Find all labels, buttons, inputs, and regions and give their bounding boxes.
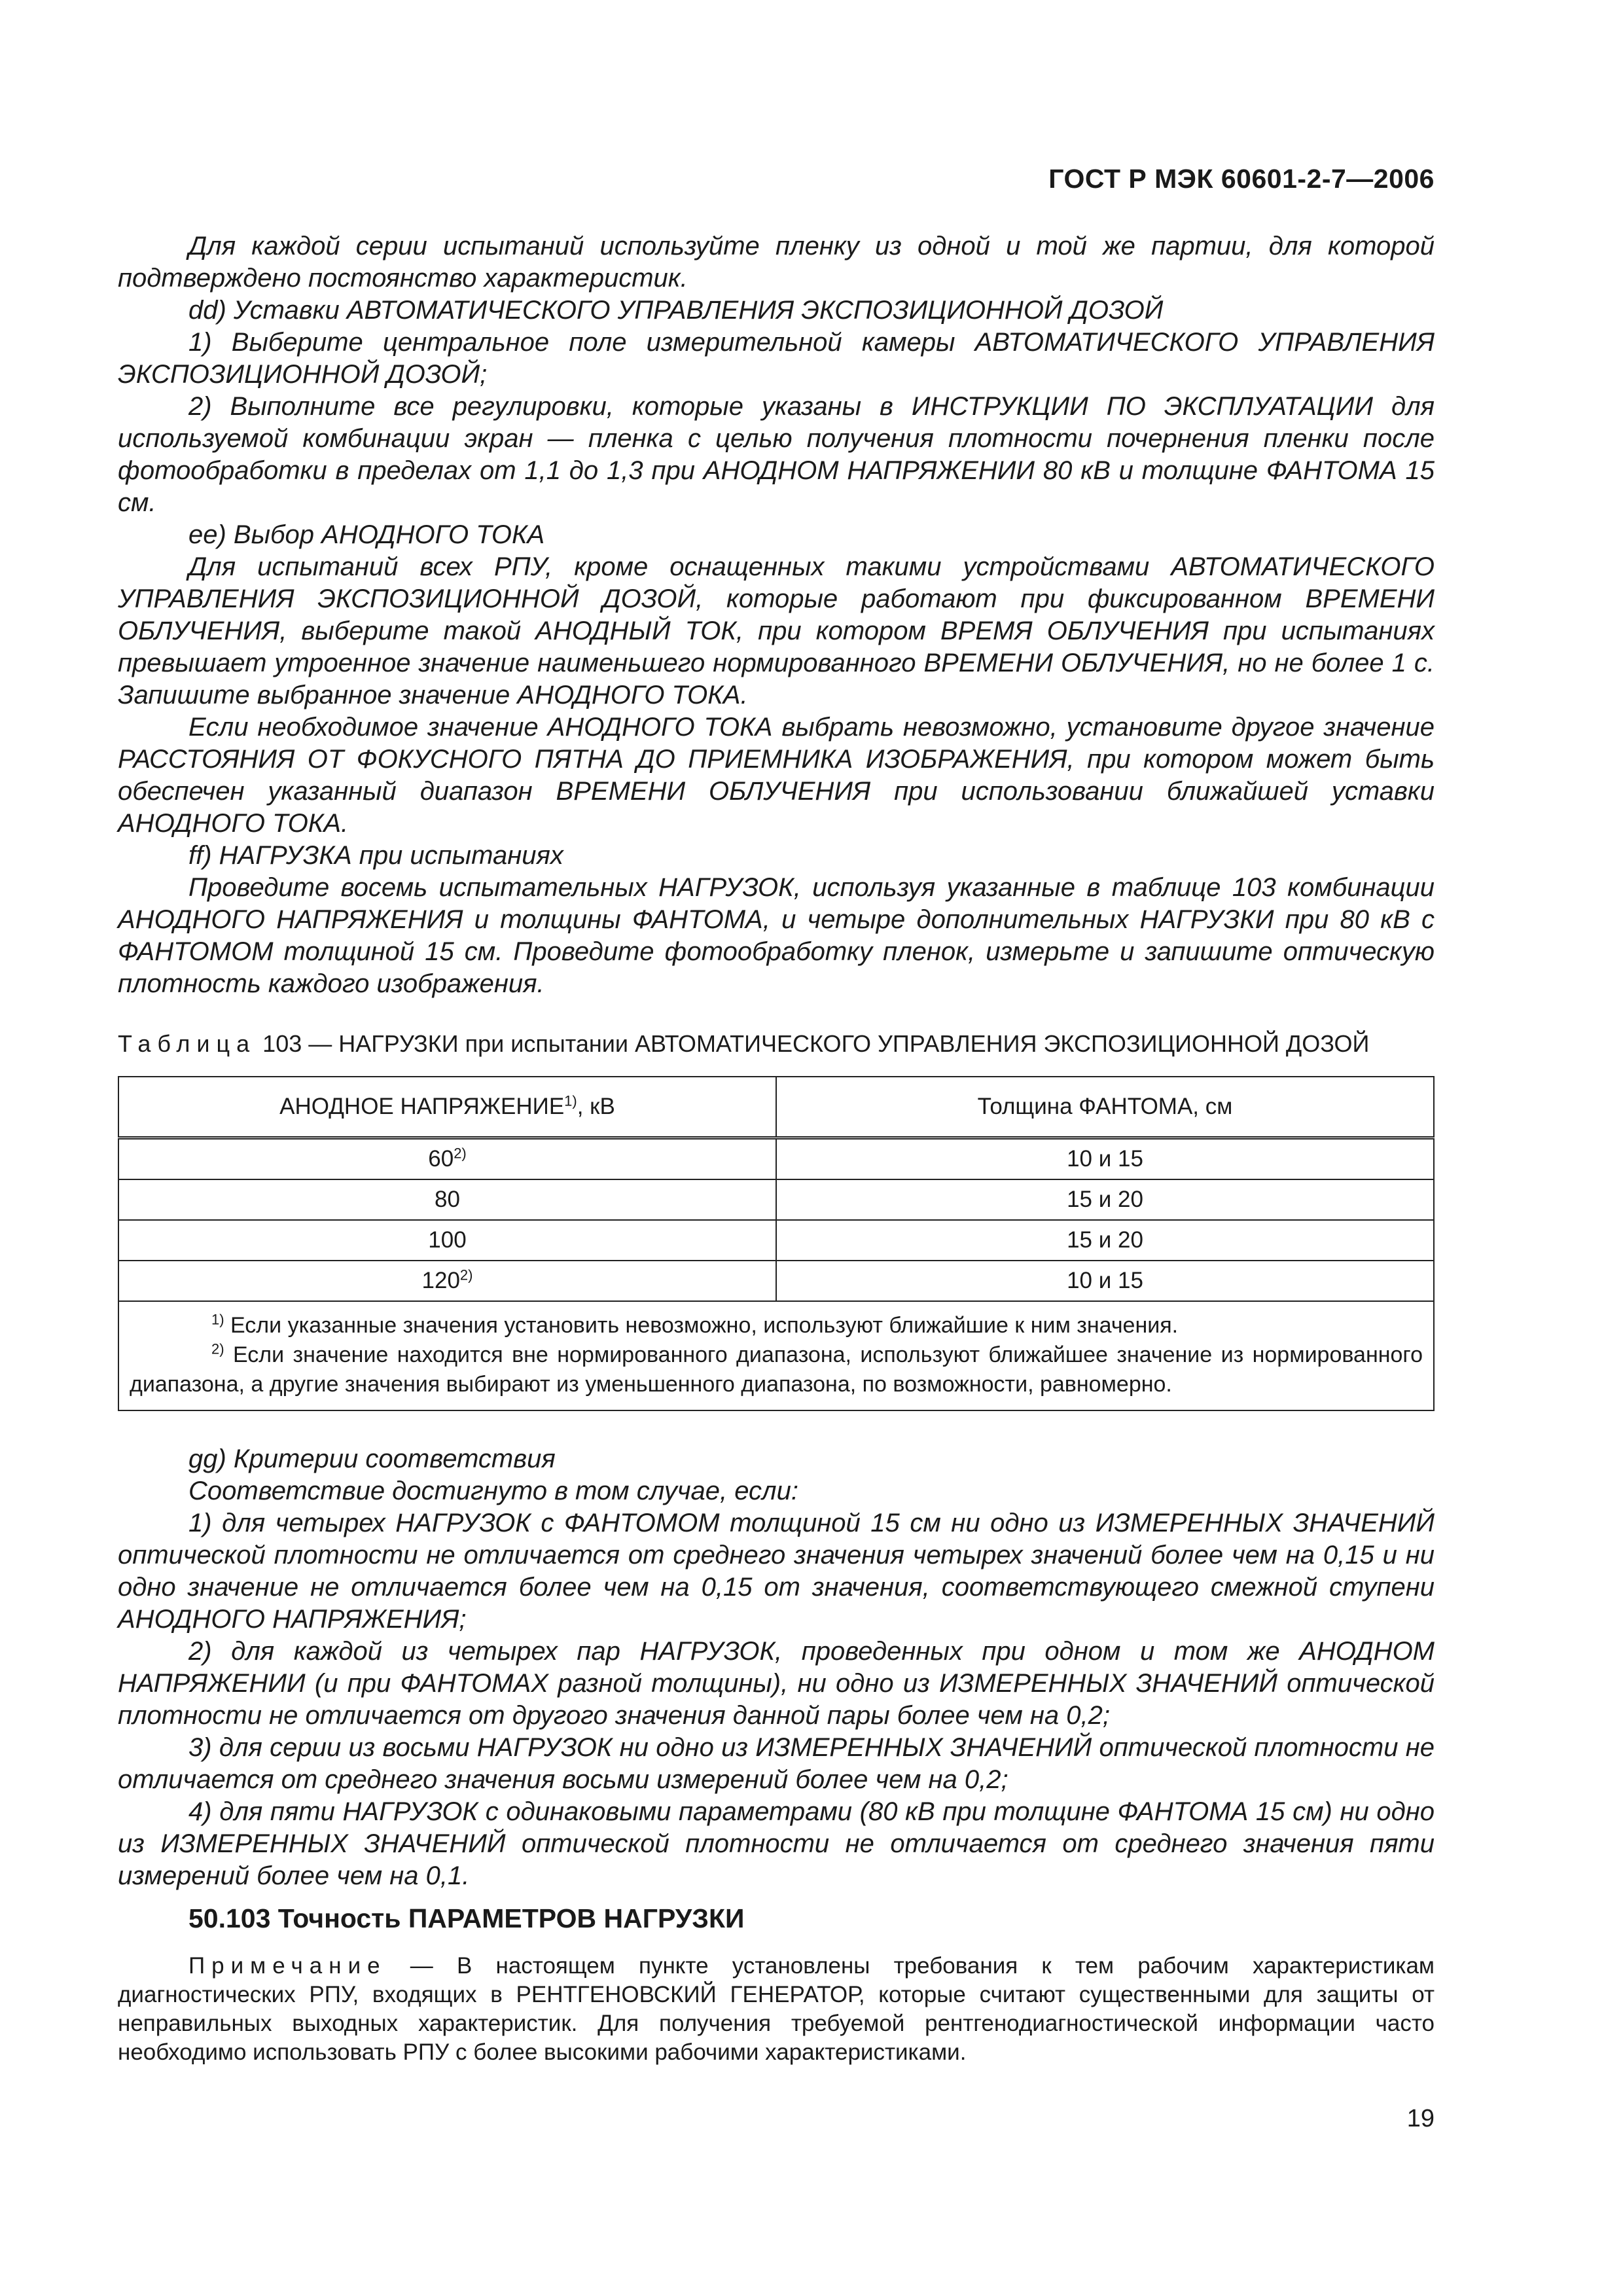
cell-voltage-value: 60 [428,1146,454,1172]
table-row [118,1179,1434,1220]
footnote-text: Если значение находится вне нормированного диапазона, используют ближайшее значение из нормированного диапазона, а другие значения выбирают из уменьшенного диапазона, по возможности, равномерно. [130,1342,1423,1397]
note-text: — В настоящем пункте установлены требования к тем рабочим характеристикам диагностических РПУ, входящих в РЕНТГЕНОВСКИЙ ГЕНЕРАТОР, которые считают существенными для защиты от неправильных выходных характеристик. Для получения требуемой рентгенодиагностической информации часто необходимо использовать РПУ с более высокими рабочими характеристиками. [118,1953,1435,2065]
note-paragraph [118,1952,1435,2067]
paragraph: Проведите восемь испытательных НАГРУЗОК, используя указанные в таблице 103 комбинации АНОДНОГО НАПРЯЖЕНИЯ и толщины ФАНТОМА, и четыре дополнительных НАГРУЗКИ при 80 кВ с ФАНТОМОМ толщиной 15 см. Проведите фотообработку пленок, измерьте и запишите оптическую плотность каждого изображения. [118,873,1435,998]
table-footnote [130,1311,1423,1340]
column-header-voltage [118,1077,776,1138]
paragraph: 4) для пяти НАГРУЗОК с одинаковыми параметрами (80 кВ при толщине ФАНТОМА 15 см) ни одно из ИЗМЕРЕННЫХ ЗНАЧЕНИЙ оптической плотности не отличается от среднего значения пяти измерений более чем на 0,1. [118,1797,1435,1890]
footnote-ref: 1) [564,1092,577,1109]
body-text-bottom [118,1443,1435,1892]
document-page [118,0,1435,2296]
table-caption-label: Таблица [118,1030,257,1057]
page-number: 19 [1406,2105,1435,2132]
footnote-ref: 2) [454,1145,467,1162]
column-header-thickness: Толщина ФАНТОМА, см [776,1077,1434,1138]
cell-thickness: 10 и 15 [776,1138,1434,1180]
footnote-ref: 2) [459,1266,473,1283]
subclause-heading: dd) Уставки АВТОМАТИЧЕСКОГО УПРАВЛЕНИЯ ЭКСПОЗИЦИОННОЙ ДОЗОЙ [188,296,1164,325]
table-row [118,1220,1434,1261]
body-text-top [118,230,1435,1000]
paragraph: 1) Выберите центральное поле измерительной камеры АВТОМАТИЧЕСКОГО УПРАВЛЕНИЯ ЭКСПОЗИЦИОННОЙ ДОЗОЙ; [118,328,1435,389]
section-title: 50.103 Точность ПАРАМЕТРОВ НАГРУЗКИ [188,1903,745,1933]
paragraph: 3) для серии из восьми НАГРУЗОК ни одно из ИЗМЕРЕННЫХ ЗНАЧЕНИЙ оптической плотности не отличается от среднего значения восьми измерений более чем на 0,2; [118,1733,1435,1794]
subclause-heading: gg) Критерии соответствия [188,1444,556,1473]
paragraph: 1) для четырех НАГРУЗОК с ФАНТОМОМ толщиной 15 см ни одно из ИЗМЕРЕННЫХ ЗНАЧЕНИЙ оптической плотности не отличается от среднего значения четырех значений более чем на 0,15 и ни одно значение не отличается более чем на 0,15 от значения, соответствующего смежной ступени АНОДНОГО НАПРЯЖЕНИЯ; [118,1509,1435,1634]
cell-voltage [118,1261,776,1301]
paragraph: Для испытаний всех РПУ, кроме оснащенных такими устройствами АВТОМАТИЧЕСКОГО УПРАВЛЕНИЯ ЭКСПОЗИЦИОННОЙ ДОЗОЙ, которые работают при фиксированном ВРЕМЕНИ ОБЛУЧЕНИЯ, выберите такой АНОДНЫЙ ТОК, при котором ВРЕМЯ ОБЛУЧЕНИЯ при испытаниях превышает утроенное значение наименьшего нормированного ВРЕМЕНИ ОБЛУЧЕНИЯ, но не более 1 с. Запишите выбранное значение АНОДНОГО ТОКА. [118,552,1435,709]
subclause-heading: ее) Выбор АНОДНОГО ТОКА [188,520,545,549]
document-header: ГОСТ Р МЭК 60601-2-7—2006 [1048,164,1435,194]
cell-voltage [118,1179,776,1220]
column-header-voltage-unit: , кВ [577,1094,615,1119]
cell-thickness: 15 и 20 [776,1220,1434,1261]
cell-thickness: 10 и 15 [776,1261,1434,1301]
note-label: Примечание [188,1953,387,1979]
table-row [118,1138,1434,1180]
cell-voltage-value: 120 [421,1268,460,1293]
subclause-heading: ff) НАГРУЗКА при испытаниях [188,841,563,870]
paragraph: Соответствие достигнуто в том случае, если: [188,1477,798,1505]
cell-voltage-value: 80 [435,1187,460,1212]
footnote-mark: 1) [211,1311,224,1328]
paragraph: 2) Выполните все регулировки, которые указаны в ИНСТРУКЦИИ ПО ЭКСПЛУАТАЦИИ для используемой комбинации экран — пленка с целью получения плотности почернения пленки после фотообработки в пределах от 1,1 до 1,3 при АНОДНОМ НАПРЯЖЕНИИ 80 кВ и толщине ФАНТОМА 15 см. [118,392,1435,517]
table-footnote [130,1340,1423,1399]
column-header-voltage-text: АНОДНОЕ НАПРЯЖЕНИЕ [279,1094,565,1119]
paragraph: Для каждой серии испытаний используйте пленку из одной и той же партии, для которой подтверждено постоянство характеристик. [118,232,1435,293]
table-header-row [118,1077,1434,1138]
loads-table [118,1076,1435,1411]
footnote-text: Если указанные значения установить невозможно, используют ближайшие к ним значения. [224,1313,1179,1338]
paragraph: 2) для каждой из четырех пар НАГРУЗОК, проведенных при одном и том же АНОДНОМ НАПРЯЖЕНИИ (и при ФАНТОМАХ разной толщины), ни одно из ИЗМЕРЕННЫХ ЗНАЧЕНИЙ оптической плотности не отличается от другого значения данной пары более чем на 0,2; [118,1637,1435,1730]
table-caption-text: 103 — НАГРУЗКИ при испытании АВТОМАТИЧЕСКОГО УПРАВЛЕНИЯ ЭКСПОЗИЦИОННОЙ ДОЗОЙ [262,1030,1370,1057]
table-footnotes [118,1301,1434,1410]
cell-voltage-value: 100 [428,1227,467,1253]
cell-voltage [118,1138,776,1180]
table-footnotes-row [118,1301,1434,1410]
paragraph: Если необходимое значение АНОДНОГО ТОКА выбрать невозможно, установите другое значение РАССТОЯНИЯ ОТ ФОКУСНОГО ПЯТНА ДО ПРИЕМНИКА ИЗОБРАЖЕНИЯ, при котором может быть обеспечен указанный диапазон ВРЕМЕНИ ОБЛУЧЕНИЯ при использовании ближайшей уставки АНОДНОГО ТОКА. [118,713,1435,838]
table-row [118,1261,1434,1301]
footnote-mark: 2) [211,1340,224,1357]
table-caption [118,1030,1369,1058]
cell-voltage [118,1220,776,1261]
cell-thickness: 15 и 20 [776,1179,1434,1220]
